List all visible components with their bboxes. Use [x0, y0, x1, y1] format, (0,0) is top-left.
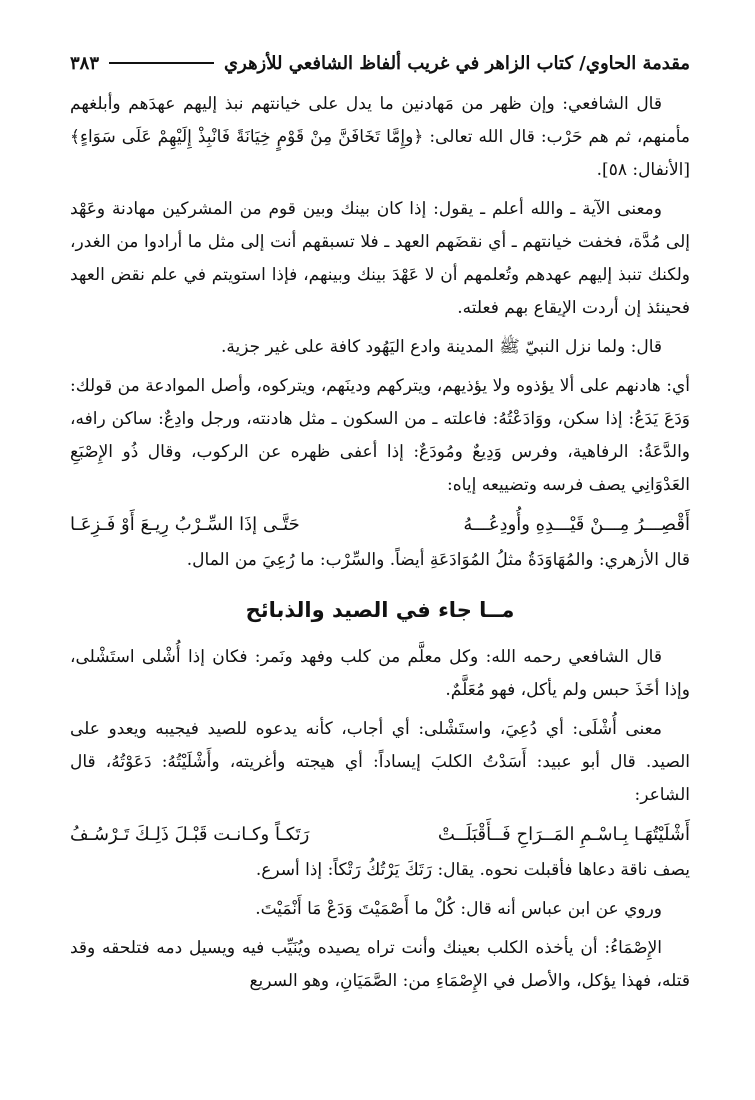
paragraph-shafii-trained-dog: قال الشافعي رحمه الله: وكل معلَّم من كلب وفهد ونَمر: فكان إذا أُشْلى استَشْلى، وإذا أخَذَ حبس ولم يأكل، فهو مُعَلَّمٌ.	[70, 647, 690, 700]
paragraph-azhari-note: قال الأزهري: والمُهَاوَدَةُ مثلُ المُوَادَعَةِ أيضاً. والسِّرْب: ما رُعِيَ من المال.	[186, 550, 690, 570]
verse-2-first-hemistich: أَشْلَيْتُهَـا بِـاسْـمِ المَــرَاحِ فَــأَقْبَلَــتْ	[437, 824, 690, 845]
paragraph-verse-meaning: ومعنى الآية ـ والله أعلم ـ يقول: إذا كان بينك وبين قوم من المشركين مهادنة وعَهْد إلى مُدَّة، فخفت خيانتهم ـ أي نقضَهم العهد ـ فلا تسبقهم أنت إلى مثل ما أرادوا من الغدر، ولكنك تنبذ إليهم عهدهم وتُعلمهم أن لا عَهْدَ بينك وبينهم، فإذا استويتم في علم نقض العهد فحينئذ إن أردت الإيقاع بهم فعلته.	[70, 199, 690, 318]
poetry-verse-2	[70, 818, 690, 852]
verse-1-first-hemistich: أَقْصِـــرُ مِـــنْ قَيْـــدِهِ وأُودِعُـــهُ	[463, 514, 690, 535]
header-rule	[109, 62, 214, 64]
verse-2-second-hemistich: رَتَكـاً وكـانـت قَبْـلَ ذَلِـكَ تَـرْسُـفُ	[70, 824, 310, 845]
paragraph-muwadaa-meaning: أي: هادنهم على ألا يؤذوه ولا يؤذيهم، ويتركهم ودينَهم، ويتركوه، وأصل الموادعة من قولك: وَدَعَ يَدَعُ: إذا سكن، ووَادَعْتُهُ: فاعلته ـ من السكون ـ مثل هادنته، ورجل وادِعٌ: ساكن رافه، والدَّعَةُ: الرفاهية، وفرس وَدِيعٌ ومُودَعٌ: إذا أعفى ظهره عن الركوب، وقال ذُو الإِصْبَعِ العَدْوَانِي يصف فرسه وتضييعه إياه:	[70, 376, 690, 495]
paragraph-ibn-abbas: وروي عن ابن عباس أنه قال: كُلْ ما أَصْمَيْتَ وَدَعْ مَا أَنْمَيْتَ.	[255, 899, 662, 919]
paragraph-prophet-medina: قال: ولما نزل النبيّ ﷺ المدينة وادع اليَهُود كافة على غير جزية.	[220, 337, 662, 357]
page-body	[70, 88, 690, 1004]
running-title: مقدمة الحاوي/ كتاب الزاهر في غريب ألفاظ الشافعي للأزهري	[224, 52, 690, 74]
poetry-verse-1	[70, 508, 690, 542]
paragraph-shafii-betrayal: قال الشافعي: وإن ظهر من مَهادنين ما يدل على خيانتهم نبذ إليهم عهدَهم وأبلغهم مأمنهم، ثم هم حَرْب: قال الله تعالى: ﴿وإِمَّا تَخَافَنَّ مِنْ قَوْمٍ خِيَانَةً فَانْبِذْ إِلَيْهِمْ عَلَى سَوَاءٍ﴾ [الأنفال: ٥٨].	[70, 94, 690, 180]
paragraph-verse-2-explanation: يصف ناقة دعاها فأقبلت نحوه. يقال: رَتَكَ يَرْتُكُ رَتْكاً: إذا أسرع.	[255, 860, 690, 880]
verse-1-second-hemistich: حَتَّـى إذَا السِّـرْبُ رِيـعَ أَوْ فَـزِعَـا	[70, 514, 300, 535]
page-header	[70, 48, 690, 78]
section-heading: مــا جاء في الصيد والذبائح	[245, 598, 515, 622]
page-number: ٣٨٣	[70, 52, 100, 74]
paragraph-ismaa-definition: الإِصْمَاءُ: أن يأخذه الكلب بعينك وأنت تراه يصيده ويُنَيِّب فيه ويسيل دمه فتلحقه وقد قتله، فهذا يؤكل، والأصل في الإِصْمَاءِ من: الصَّمَيَانِ، وهو السريع	[70, 938, 690, 991]
paragraph-ashla-meaning: معنى أُشْلَى: أي دُعِيَ، واستَشْلى: أي أجاب، كأنه يدعوه للصيد فيجيبه ويعدو على الصيد. قال أبو عبيد: أَسَدْتُ الكلبَ إيساداً: أي هيجته وأغريته، وأَشْلَيْتُهُ: دَعَوْتُهُ، قال الشاعر:	[70, 719, 690, 805]
